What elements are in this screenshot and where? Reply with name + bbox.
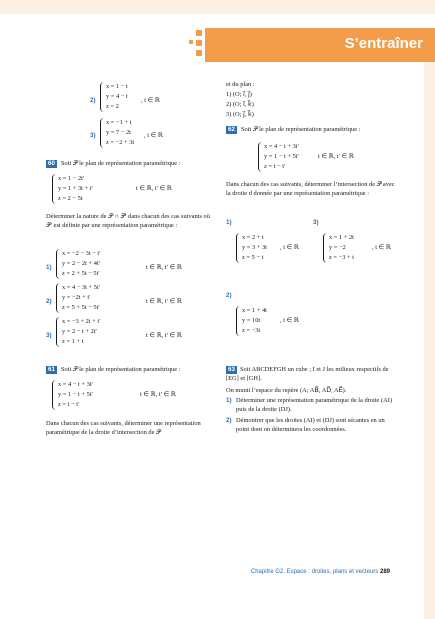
parameter-condition: t ∈ ℝ, t′ ∈ ℝ <box>140 391 176 398</box>
right-margin-strip <box>424 62 435 619</box>
equation-line: x = 1 + 2t <box>329 234 354 241</box>
plane-option: 3) (O; j⃗, k⃗) <box>226 111 254 118</box>
parameter-condition: , t ∈ ℝ <box>280 317 299 324</box>
brace <box>52 174 57 204</box>
parameter-condition: , t ∈ ℝ <box>372 244 391 251</box>
question-text: Déterminer une représentation paramétrique de la droite (AI) puis de la droite (DJ). <box>236 397 392 413</box>
parameter-condition: t ∈ ℝ, t′ ∈ ℝ <box>136 185 172 192</box>
item-number: 2) <box>46 298 52 305</box>
equation-line: y = 10t <box>242 317 261 324</box>
equation-line: x = 1 − t <box>106 83 128 90</box>
brace <box>56 249 61 279</box>
top-band <box>0 0 435 14</box>
brace <box>100 118 105 148</box>
equation-line: x = 4 − t + 3t′ <box>264 143 299 150</box>
equation-line: y = 1 − t + 5t′ <box>264 153 299 160</box>
chapter-title: Espace : droites, plans et vecteurs <box>286 569 379 575</box>
exercise-number: 63 <box>228 366 236 373</box>
equation-line: x = −3 + 2t + t′ <box>62 318 101 325</box>
item-number: 3) <box>90 132 96 139</box>
item-number: 2) <box>226 417 232 424</box>
equation-line: y = −2 <box>329 244 346 251</box>
equation-line: y = 1 − t + 5t′ <box>58 391 93 398</box>
decor-square <box>196 40 202 46</box>
plane-option: 1) (O; i⃗, j⃗) <box>226 91 252 98</box>
equation-line: y = 2 − t + 2t′ <box>62 328 97 335</box>
continued-text: et du plan : <box>226 81 255 88</box>
parameter-condition: t ∈ ℝ, t′ ∈ ℝ <box>146 264 182 271</box>
equation-line: z = −3 + t <box>329 254 355 261</box>
exercise-intro: Soit 𝒫 le plan de représentation paramétrique : <box>61 160 181 167</box>
item-number: 3) <box>313 219 319 226</box>
item-number: 1) <box>226 219 232 226</box>
equation-line: z = 5 − t <box>242 254 264 261</box>
chapter-label: Chapitre G2. <box>250 569 285 575</box>
equation-line: x = 2 + t <box>242 234 264 241</box>
parameter-condition: , t ∈ ℝ <box>144 132 163 139</box>
exercise-text: Dans chacun des cas suivants, déterminer une représentation paramétrique de la droite d’intersection de 𝒫 <box>46 420 201 436</box>
plane-option: 2) (O; i⃗, k⃗) <box>226 101 254 108</box>
decor-square <box>196 50 202 56</box>
page-number: 289 <box>379 569 390 575</box>
exercise-text: Déterminer la nature de 𝒫 ∩ 𝒫′ dans chacun des cas suivants où 𝒫′ est définie par une représentation paramétrique : <box>46 213 210 229</box>
equation-line: y = 1 + 3t + t′ <box>58 185 93 192</box>
equation-line: z = t − t′ <box>58 401 80 408</box>
equation-line: x = 1 − 2t′ <box>58 175 85 182</box>
equation-line: z = 2 − 5t <box>58 195 83 202</box>
exercise-number: 62 <box>228 126 236 133</box>
equation-line: x = 1 + 4t <box>242 307 267 314</box>
brace <box>100 82 105 112</box>
equation-line: z = 2 + 5t − 5t′ <box>62 270 100 277</box>
equation-line: y = −2t + t′ <box>62 294 91 301</box>
brace <box>52 380 57 410</box>
brace <box>56 283 61 313</box>
item-number: 2) <box>226 292 232 299</box>
exercise-text: Dans chacun des cas suivants, déterminer l’intersection de 𝒫 avec la droite d donnée par une représentation paramétrique : <box>226 181 395 197</box>
equation-line: z = 2 <box>106 103 119 110</box>
exercise-number: 60 <box>48 160 56 167</box>
section-header <box>205 28 435 62</box>
equation-line: z = t − t′ <box>264 163 286 170</box>
question-text: Démontrer que les droites (AI) et (DJ) sont sécantes en un point dont on déterminera les coordonnées. <box>236 417 385 433</box>
parameter-condition: t ∈ ℝ, t′ ∈ ℝ <box>146 298 182 305</box>
brace <box>258 142 263 172</box>
brace <box>323 233 328 263</box>
exercise-text: Soit ABCDEFGH un cube ; I et J les milieux respectifs de [EG] et [GH]. <box>226 366 389 382</box>
exercise-repere: On munit l’espace du repère (A; AB⃗, AD⃗, AE⃗). <box>226 387 347 394</box>
parameter-condition: t ∈ ℝ, t′ ∈ ℝ <box>146 332 182 339</box>
equation-line: y = 2 − 2t + 4t′ <box>62 260 101 267</box>
equation-line: x = 4 − 3t + 5t′ <box>62 284 101 291</box>
equation-line: z = −2 + 3t <box>106 139 135 146</box>
equation-line: x = −1 + t <box>106 119 132 126</box>
equation-line: x = −2 − 3t − t′ <box>62 250 101 257</box>
equation-line: z = 1 + t <box>62 338 84 345</box>
decor-square <box>196 30 202 36</box>
item-number: 3) <box>46 332 52 339</box>
section-title: S’entraîner <box>344 35 423 52</box>
decor-square <box>189 40 193 44</box>
parameter-condition: t ∈ ℝ, t′ ∈ ℝ <box>318 153 354 160</box>
item-number: 1) <box>46 264 52 271</box>
exercise-number: 61 <box>48 366 56 373</box>
parameter-condition: , t ∈ ℝ <box>280 244 299 251</box>
equation-line: y = 3 + 3t <box>242 244 267 251</box>
exercise-intro: Soit 𝒫 le plan de représentation paramétrique : <box>241 126 361 133</box>
brace <box>236 306 241 336</box>
exercise-intro: Soit 𝒫 le plan de représentation paramétrique : <box>61 366 181 373</box>
parameter-condition: , t ∈ ℝ <box>141 97 160 104</box>
item-number: 1) <box>226 397 232 404</box>
brace <box>56 317 61 347</box>
equation-line: y = 7 − 2t <box>106 129 131 136</box>
page-footer <box>251 568 390 577</box>
equation-line: y = 4 − t <box>106 93 128 100</box>
item-number: 2) <box>90 97 96 104</box>
equation-line: z = −3t <box>242 327 261 334</box>
brace <box>236 233 241 263</box>
equation-line: x = 4 − t + 3t′ <box>58 381 93 388</box>
equation-line: z = 5 + 5t − 5t′ <box>62 304 100 311</box>
